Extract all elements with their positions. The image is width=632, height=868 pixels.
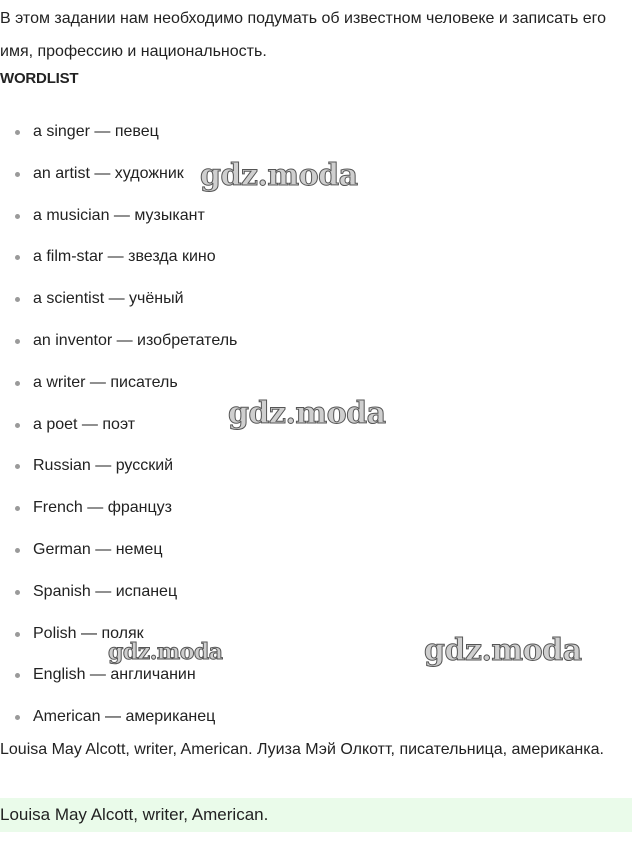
intro-text: В этом задании нам необходимо подумать об известном человеке и записать его имя, профессию и национальность. [0, 10, 607, 60]
bullet-icon [15, 255, 20, 260]
list-item [0, 487, 237, 529]
list-item [0, 195, 237, 237]
watermark: gdz.moda [424, 633, 582, 668]
list-item-text: an artist — художник [33, 164, 184, 182]
list-item [0, 529, 237, 571]
wordlist-heading: WORDLIST [0, 70, 79, 87]
list-item-text: a scientist — учёный [33, 290, 184, 308]
list-item-text: American — американец [33, 708, 216, 726]
list-item [0, 696, 237, 738]
list-item-text: a poet — поэт [33, 415, 136, 433]
bullet-icon [15, 130, 20, 135]
bullet-icon [15, 632, 20, 637]
watermark: gdz.moda [108, 639, 223, 665]
list-item [0, 445, 237, 487]
list-item-text: Russian — русский [33, 457, 174, 475]
list-item [0, 404, 237, 446]
final-answer: Louisa May Alcott, writer, American. [0, 798, 632, 832]
list-item [0, 278, 237, 320]
bullet-icon [15, 464, 20, 469]
bullet-icon [15, 339, 20, 344]
bullet-icon [15, 715, 20, 720]
watermark: gdz.moda [200, 158, 358, 193]
bullet-icon [15, 590, 20, 595]
bullet-icon [15, 172, 20, 177]
bullet-icon [15, 381, 20, 386]
list-item-text: English — англичанин [33, 666, 196, 684]
list-item [0, 111, 237, 153]
list-item-text: Polish — поляк [33, 624, 144, 642]
bullet-icon [15, 214, 20, 219]
list-item-text: German — немец [33, 540, 163, 558]
list-item-text: a film-star — звезда кино [33, 248, 216, 266]
answer-text: Louisa May Alcott, writer, American. Луиза Мэй Олкотт, писательница, американка. [0, 741, 604, 758]
list-item-text: an inventor — изобретатель [33, 331, 238, 349]
list-item-text: Spanish — испанец [33, 582, 178, 600]
list-item-text: a writer — писатель [33, 373, 178, 391]
bullet-icon [15, 673, 20, 678]
list-item [0, 571, 237, 613]
list-item-text: French — француз [33, 499, 172, 517]
list-item-text: a singer — певец [33, 123, 159, 140]
list-item [0, 362, 237, 404]
watermark: gdz.moda [228, 396, 386, 431]
list-item [0, 320, 237, 362]
bullet-icon [15, 548, 20, 553]
list-item-text: a musician — музыкант [33, 206, 205, 224]
bullet-icon [15, 297, 20, 302]
bullet-icon [15, 423, 20, 428]
bullet-icon [15, 506, 20, 511]
list-item [0, 236, 237, 278]
